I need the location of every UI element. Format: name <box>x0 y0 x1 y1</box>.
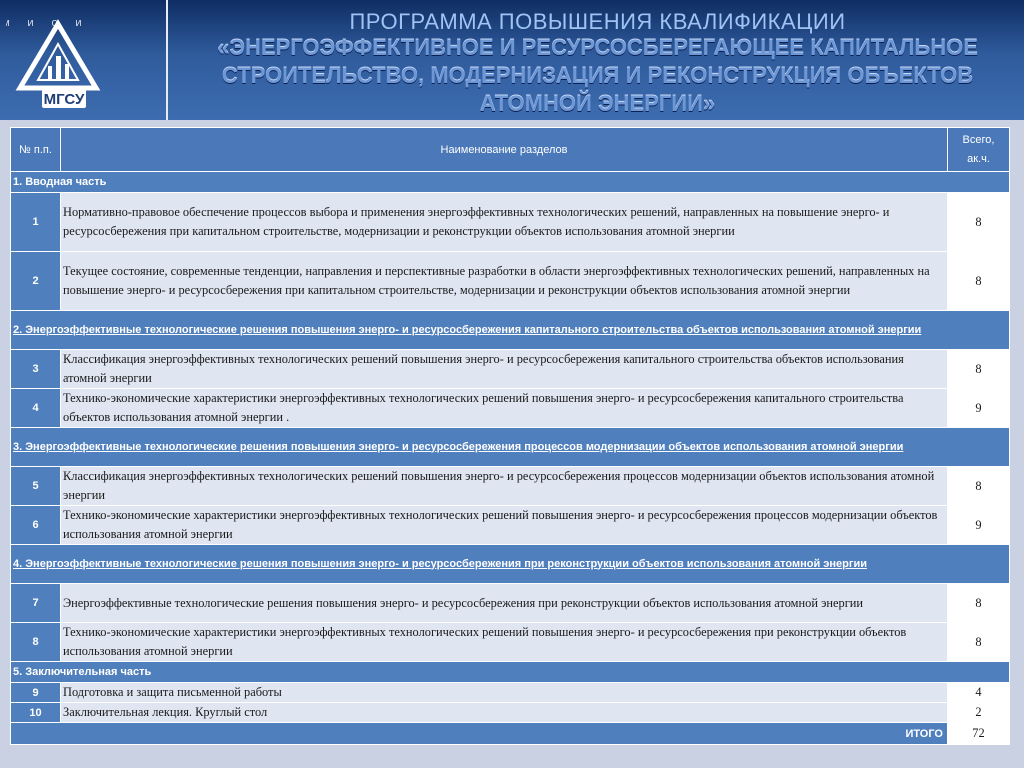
row-total: 8 <box>948 252 1010 311</box>
col-header-total: Всего, ак.ч. <box>948 128 1010 172</box>
section-row <box>11 172 1010 193</box>
row-num: 3 <box>11 350 61 389</box>
title-line-4: АТОМНОЙ ЭНЕРГИИ» <box>479 91 716 116</box>
row-name: Заключительная лекция. Круглый стол <box>61 703 948 723</box>
row-name: Нормативно-правовое обеспечение процессов выбора и применения энергоэффективных технологических решений, направленных на повышение энерго- и ресурсосбережения при капитальном строительстве, модернизации и реконструкции объектов использования атомной энергии <box>61 193 948 252</box>
table-row <box>11 350 1010 389</box>
section-row <box>11 545 1010 584</box>
page-title <box>180 10 1015 118</box>
table-row <box>11 389 1010 428</box>
table-row <box>11 623 1010 662</box>
section-title: 2. Энергоэффективные технологические решения повышения энерго- и ресурсосбережения капитального строительства объектов использования атомной энергии <box>11 311 1010 350</box>
header-separator <box>166 0 168 120</box>
row-num: 8 <box>11 623 61 662</box>
row-total: 8 <box>948 193 1010 252</box>
table-row <box>11 506 1010 545</box>
section-row <box>11 428 1010 467</box>
program-table <box>10 127 1010 745</box>
table-row <box>11 703 1010 723</box>
title-line-3: СТРОИТЕЛЬСТВО, МОДЕРНИЗАЦИЯ И РЕКОНСТРУКЦИЯ ОБЪЕКТОВ <box>221 63 974 88</box>
table-row <box>11 193 1010 252</box>
section-title: 4. Энергоэффективные технологические решения повышения энерго- и ресурсосбережения при реконструкции объектов использования атомной энергии <box>11 545 1010 584</box>
row-name: Технико-экономические характеристики энергоэффективных технологических решений повышения энерго- и ресурсосбережения капитального строительства объектов использования атомной энергии . <box>61 389 948 428</box>
section-title: 1. Вводная часть <box>11 172 1010 193</box>
row-total: 8 <box>948 467 1010 506</box>
table-row <box>11 252 1010 311</box>
row-num: 5 <box>11 467 61 506</box>
row-num: 4 <box>11 389 61 428</box>
title-line-2: «ЭНЕРГОЭФФЕКТИВНОЕ И РЕСУРСОСБЕРЕГАЮЩЕЕ КАПИТАЛЬНОЕ <box>217 35 978 60</box>
row-total: 8 <box>948 350 1010 389</box>
table-row <box>11 683 1010 703</box>
table-row <box>11 584 1010 623</box>
table-header-row <box>11 128 1010 172</box>
row-name: Технико-экономические характеристики энергоэффективных технологических решений повышения энерго- и ресурсосбережения при реконструкции объектов использования атомной энергии <box>61 623 948 662</box>
row-total: 4 <box>948 683 1010 703</box>
row-num: 2 <box>11 252 61 311</box>
row-num: 1 <box>11 193 61 252</box>
row-total: 9 <box>948 389 1010 428</box>
logo-top-text: М И С И <box>6 19 90 28</box>
logo-main-text: МГСУ <box>43 91 85 108</box>
row-name: Подготовка и защита письменной работы <box>61 683 948 703</box>
row-num: 10 <box>11 703 61 723</box>
row-name: Классификация энергоэффективных технологических решений повышения энерго- и ресурсосбережения капитального строительства объектов использования атомной энергии <box>61 350 948 389</box>
slide-header <box>0 0 1024 120</box>
section-title: 3. Энергоэффективные технологические решения повышения энерго- и ресурсосбережения процессов модернизации объектов использования атомной энергии <box>11 428 1010 467</box>
row-name: Энергоэффективные технологические решения повышения энерго- и ресурсосбережения при реконструкции объектов использования атомной энергии <box>61 584 948 623</box>
row-num: 7 <box>11 584 61 623</box>
section-title: 5. Заключительная часть <box>11 662 1010 683</box>
row-name: Технико-экономические характеристики энергоэффективных технологических решений повышения энерго- и ресурсосбережения процессов модернизации объектов использования атомной энергии <box>61 506 948 545</box>
row-total: 8 <box>948 623 1010 662</box>
row-total: 8 <box>948 584 1010 623</box>
row-num: 6 <box>11 506 61 545</box>
total-row <box>11 723 1010 745</box>
section-row <box>11 662 1010 683</box>
total-label: ИТОГО <box>11 723 948 745</box>
row-name: Текущее состояние, современные тенденции, направления и перспективные разработки в области энергоэффективных технологических решений, направленных на повышение энерго- и ресурсосбережения при капитальном строительстве, модернизации и реконструкции объектов использования атомной энергии <box>61 252 948 311</box>
section-row <box>11 311 1010 350</box>
row-total: 2 <box>948 703 1010 723</box>
col-header-name: Наименование разделов <box>61 128 948 172</box>
table-row <box>11 467 1010 506</box>
row-name: Классификация энергоэффективных технологических решений повышения энерго- и ресурсосбережения процессов модернизации объектов использования атомной энергии <box>61 467 948 506</box>
row-total: 9 <box>948 506 1010 545</box>
mgsu-logo <box>6 4 110 114</box>
title-line-1: ПРОГРАММА ПОВЫШЕНИЯ КВАЛИФИКАЦИИ <box>349 9 846 34</box>
row-num: 9 <box>11 683 61 703</box>
col-header-num: № п.п. <box>11 128 61 172</box>
total-value: 72 <box>948 723 1010 745</box>
